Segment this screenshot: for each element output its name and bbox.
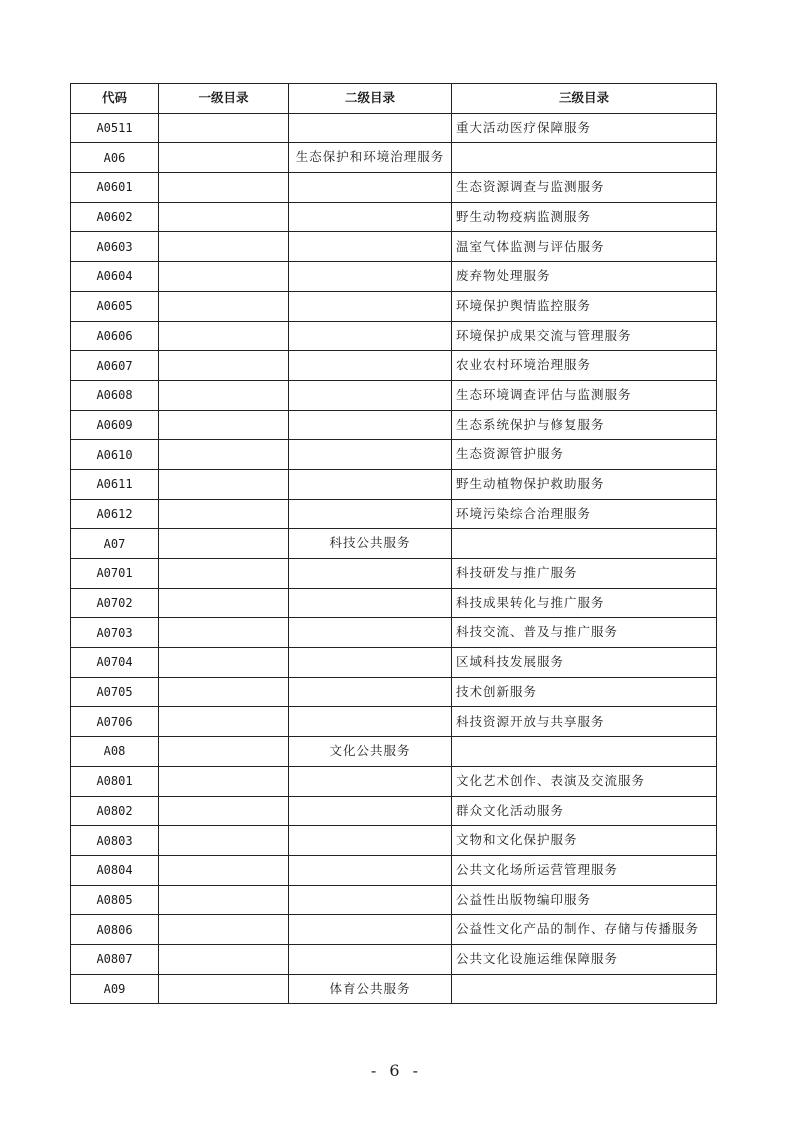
cell-code: A0608 (71, 380, 159, 410)
cell-level2 (289, 499, 452, 529)
table-row (71, 143, 717, 173)
cell-level3: 废弃物处理服务 (452, 262, 717, 292)
cell-level3: 公共文化场所运营管理服务 (452, 855, 717, 885)
cell-level3: 生态环境调查评估与监测服务 (452, 380, 717, 410)
cell-code: A0804 (71, 855, 159, 885)
table-row (71, 351, 717, 381)
cell-level3: 农业农村环境治理服务 (452, 351, 717, 381)
cell-level1 (159, 202, 289, 232)
header-level3: 三级目录 (452, 84, 717, 114)
cell-code: A0805 (71, 885, 159, 915)
cell-level1 (159, 143, 289, 173)
cell-code: A0603 (71, 232, 159, 262)
cell-level1 (159, 469, 289, 499)
cell-level3: 环境保护成果交流与管理服务 (452, 321, 717, 351)
cell-level1 (159, 826, 289, 856)
cell-level2 (289, 796, 452, 826)
cell-level1 (159, 618, 289, 648)
cell-code: A0702 (71, 588, 159, 618)
cell-level2 (289, 707, 452, 737)
cell-level1 (159, 262, 289, 292)
table-row (71, 291, 717, 321)
table-row (71, 380, 717, 410)
cell-code: A0604 (71, 262, 159, 292)
cell-level2 (289, 440, 452, 470)
cell-level1 (159, 648, 289, 678)
cell-level2 (289, 113, 452, 143)
cell-level1 (159, 559, 289, 589)
table-row (71, 469, 717, 499)
cell-level1 (159, 766, 289, 796)
cell-level2 (289, 944, 452, 974)
cell-level2 (289, 588, 452, 618)
cell-level2 (289, 855, 452, 885)
table-row (71, 855, 717, 885)
table-row (71, 410, 717, 440)
cell-level3: 科技资源开放与共享服务 (452, 707, 717, 737)
cell-level3: 科技研发与推广服务 (452, 559, 717, 589)
table-row (71, 648, 717, 678)
cell-level1 (159, 915, 289, 945)
page-number: - 6 - (370, 1061, 423, 1080)
table-row (71, 529, 717, 559)
table-header-row (71, 84, 717, 114)
cell-code: A0807 (71, 944, 159, 974)
cell-level2 (289, 380, 452, 410)
cell-level2: 文化公共服务 (289, 737, 452, 767)
cell-code: A0801 (71, 766, 159, 796)
cell-level3: 野生动物疫病监测服务 (452, 202, 717, 232)
cell-level3: 文物和文化保护服务 (452, 826, 717, 856)
cell-level1 (159, 737, 289, 767)
cell-level1 (159, 291, 289, 321)
table-row (71, 499, 717, 529)
table-row (71, 440, 717, 470)
cell-level2 (289, 321, 452, 351)
cell-level2 (289, 469, 452, 499)
table-row (71, 826, 717, 856)
cell-code: A0806 (71, 915, 159, 945)
cell-level3: 群众文化活动服务 (452, 796, 717, 826)
cell-code: A07 (71, 529, 159, 559)
cell-code: A0705 (71, 677, 159, 707)
cell-level2: 体育公共服务 (289, 974, 452, 1004)
cell-level1 (159, 440, 289, 470)
cell-code: A0706 (71, 707, 159, 737)
table-row (71, 766, 717, 796)
cell-code: A0609 (71, 410, 159, 440)
cell-level3: 环境保护舆情监控服务 (452, 291, 717, 321)
cell-code: A0602 (71, 202, 159, 232)
table-row (71, 588, 717, 618)
cell-level3: 环境污染综合治理服务 (452, 499, 717, 529)
cell-level2 (289, 173, 452, 203)
cell-level3: 生态资源调查与监测服务 (452, 173, 717, 203)
cell-level3: 技术创新服务 (452, 677, 717, 707)
table-row (71, 173, 717, 203)
cell-level2 (289, 618, 452, 648)
cell-code: A0605 (71, 291, 159, 321)
cell-level2 (289, 826, 452, 856)
cell-level1 (159, 974, 289, 1004)
cell-code: A0511 (71, 113, 159, 143)
cell-level2 (289, 677, 452, 707)
cell-code: A06 (71, 143, 159, 173)
cell-code: A0611 (71, 469, 159, 499)
cell-level3 (452, 529, 717, 559)
cell-code: A0607 (71, 351, 159, 381)
cell-level2 (289, 202, 452, 232)
cell-level1 (159, 944, 289, 974)
cell-level3: 野生动植物保护救助服务 (452, 469, 717, 499)
table-row (71, 202, 717, 232)
cell-level3: 文化艺术创作、表演及交流服务 (452, 766, 717, 796)
table-row (71, 618, 717, 648)
cell-code: A08 (71, 737, 159, 767)
cell-level1 (159, 796, 289, 826)
cell-code: A0802 (71, 796, 159, 826)
table-body (71, 113, 717, 1004)
header-level1: 一级目录 (159, 84, 289, 114)
table-row (71, 796, 717, 826)
cell-level1 (159, 113, 289, 143)
cell-level2 (289, 559, 452, 589)
table-row (71, 113, 717, 143)
cell-level2 (289, 885, 452, 915)
cell-level1 (159, 173, 289, 203)
header-code: 代码 (71, 84, 159, 114)
cell-level2 (289, 291, 452, 321)
cell-level1 (159, 232, 289, 262)
table-row (71, 262, 717, 292)
cell-level1 (159, 855, 289, 885)
cell-level2 (289, 648, 452, 678)
cell-level3: 公益性出版物编印服务 (452, 885, 717, 915)
table-row (71, 559, 717, 589)
cell-level2: 生态保护和环境治理服务 (289, 143, 452, 173)
cell-level1 (159, 380, 289, 410)
table-row (71, 737, 717, 767)
cell-level3: 温室气体监测与评估服务 (452, 232, 717, 262)
cell-level3: 公共文化设施运维保障服务 (452, 944, 717, 974)
cell-level1 (159, 529, 289, 559)
cell-level1 (159, 410, 289, 440)
cell-level3: 科技成果转化与推广服务 (452, 588, 717, 618)
cell-code: A0612 (71, 499, 159, 529)
cell-level3: 科技交流、普及与推广服务 (452, 618, 717, 648)
cell-code: A0610 (71, 440, 159, 470)
cell-level3: 生态资源管护服务 (452, 440, 717, 470)
cell-level3: 公益性文化产品的制作、存储与传播服务 (452, 915, 717, 945)
table-row (71, 944, 717, 974)
table-row (71, 707, 717, 737)
table-row (71, 232, 717, 262)
cell-level2: 科技公共服务 (289, 529, 452, 559)
cell-level1 (159, 885, 289, 915)
cell-level3: 区域科技发展服务 (452, 648, 717, 678)
cell-level1 (159, 677, 289, 707)
table-row (71, 321, 717, 351)
cell-level3 (452, 143, 717, 173)
table-row (71, 885, 717, 915)
cell-code: A0606 (71, 321, 159, 351)
table-row (71, 915, 717, 945)
table-row (71, 677, 717, 707)
cell-level1 (159, 707, 289, 737)
cell-level1 (159, 499, 289, 529)
cell-level1 (159, 351, 289, 381)
cell-level3 (452, 737, 717, 767)
cell-code: A0601 (71, 173, 159, 203)
cell-level2 (289, 915, 452, 945)
cell-level1 (159, 321, 289, 351)
cell-level3 (452, 974, 717, 1004)
cell-level2 (289, 351, 452, 381)
cell-code: A0704 (71, 648, 159, 678)
cell-level2 (289, 262, 452, 292)
cell-level2 (289, 766, 452, 796)
catalog-table (70, 83, 717, 1004)
cell-code: A0703 (71, 618, 159, 648)
cell-level3: 生态系统保护与修复服务 (452, 410, 717, 440)
cell-level2 (289, 410, 452, 440)
cell-level2 (289, 232, 452, 262)
cell-level1 (159, 588, 289, 618)
cell-code: A0803 (71, 826, 159, 856)
cell-code: A0701 (71, 559, 159, 589)
header-level2: 二级目录 (289, 84, 452, 114)
cell-code: A09 (71, 974, 159, 1004)
table-row (71, 974, 717, 1004)
cell-level3: 重大活动医疗保障服务 (452, 113, 717, 143)
